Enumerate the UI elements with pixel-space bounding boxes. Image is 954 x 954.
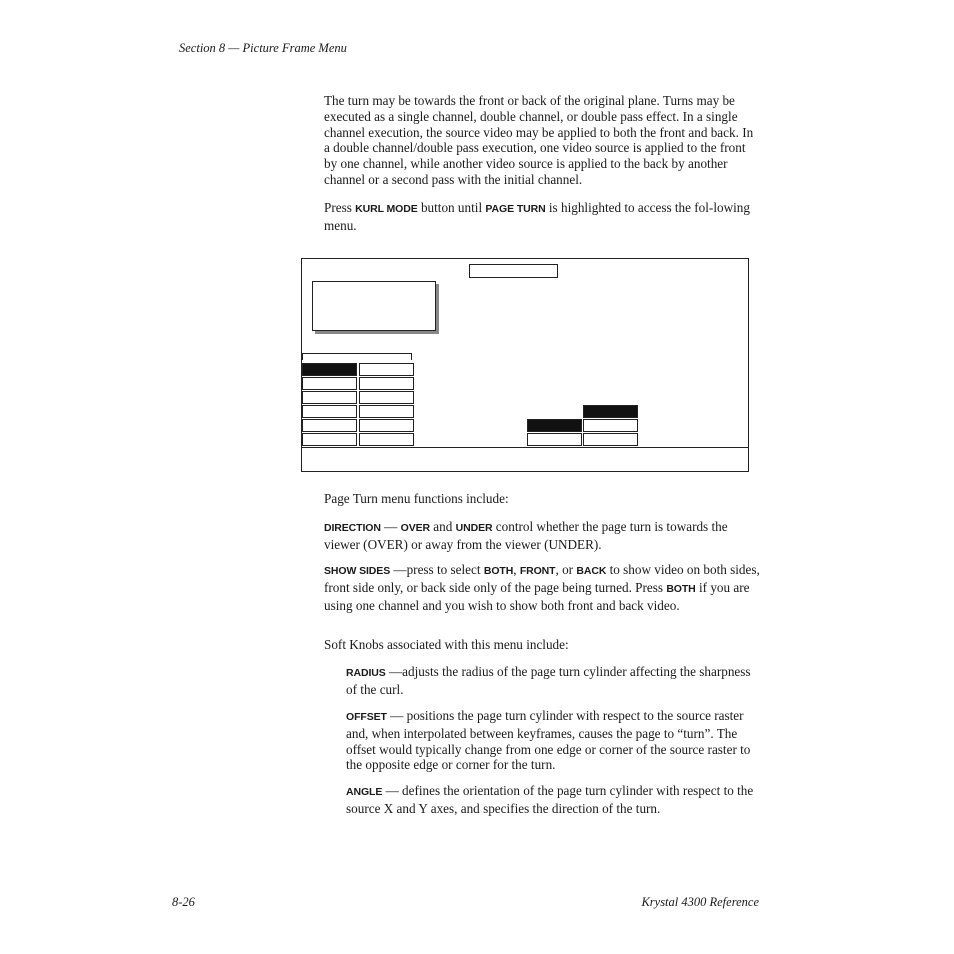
button-group-bracket	[302, 353, 412, 354]
press-paragraph	[324, 200, 760, 234]
soft-knob-bar	[302, 447, 748, 448]
direction-over-button	[527, 419, 582, 432]
radius-keyword: RADIUS	[346, 667, 386, 679]
menu-button-r5	[359, 419, 414, 432]
menu-button-l1	[302, 363, 357, 376]
both-keyword-2: BOTH	[666, 582, 696, 595]
soft-knobs-intro: Soft Knobs associated with this menu include:	[324, 637, 569, 652]
direction-text-1: —	[380, 519, 401, 534]
show-sides-text-3: , or	[555, 562, 577, 577]
menu-button-l6	[302, 433, 357, 446]
show-sides-paragraph	[324, 562, 760, 613]
menu-caption: Page Turn menu functions include:	[324, 491, 509, 506]
angle-paragraph	[346, 783, 760, 817]
menu-title-box	[469, 264, 558, 278]
offset-keyword: OFFSET	[346, 711, 387, 723]
show-sides-back-button	[583, 433, 638, 446]
radius-paragraph	[346, 664, 760, 698]
menu-button-r6	[359, 433, 414, 446]
page-turn-menu-diagram	[301, 258, 749, 472]
radius-text: —adjusts the radius of the page turn cylinder affecting the sharpness of the curl.	[346, 664, 751, 697]
direction-keyword: DIRECTION	[324, 522, 381, 534]
menu-button-l2	[302, 377, 357, 390]
menu-button-r2	[359, 377, 414, 390]
both-keyword: BOTH	[483, 565, 514, 577]
running-header: Section 8 — Picture Frame Menu	[179, 41, 347, 55]
show-sides-text-5: if you are using one channel and you wish to show both front and back video.	[324, 579, 750, 613]
menu-button-l3	[302, 391, 357, 404]
press-text-3: is highlighted to access the fol-lowing menu.	[324, 200, 750, 233]
show-sides-text-1: —press to select	[390, 562, 484, 577]
kurl-mode-keyword: KURL MODE	[355, 203, 418, 215]
angle-text: — defines the orientation of the page turn cylinder with respect to the source X and Y axes, and specifies the direction of the turn.	[346, 783, 754, 816]
front-keyword: FRONT	[519, 565, 556, 577]
page-number: 8-26	[172, 895, 195, 909]
offset-paragraph	[346, 708, 760, 773]
menu-button-l4	[302, 405, 357, 418]
direction-paragraph	[324, 519, 760, 553]
press-text-1: Press	[324, 200, 356, 215]
book-title: Krystal 4300 Reference	[641, 895, 759, 909]
direction-text-3: control whether the page turn is towards the viewer (OVER) or away from the viewer (UNDER).	[324, 519, 728, 552]
over-keyword: OVER	[400, 522, 430, 534]
angle-keyword: ANGLE	[346, 786, 383, 798]
intro-paragraph: The turn may be towards the front or back of the original plane. Turns may be executed as a single channel, double channel, or double pass effect. In a single channel execution, the source video may be applied to both the front and back. In a double channel/double pass execution, one video source is applied to the front by one channel, while another video source is applied to the back by another channel or a second pass with the initial channel.	[324, 93, 754, 187]
show-sides-front-button	[583, 419, 638, 432]
menu-button-r1	[359, 363, 414, 376]
menu-info-box	[312, 281, 436, 331]
offset-text: — positions the page turn cylinder with respect to the source raster and, when interpolated between keyframes, causes the page to “turn”. The offset would typically change from one edge or corner of the source raster to the opposite edge or corner for the turn.	[346, 708, 751, 773]
menu-button-r4	[359, 405, 414, 418]
back-keyword: BACK	[576, 565, 607, 577]
menu-button-l5	[302, 419, 357, 432]
page-turn-keyword: PAGE TURN	[485, 203, 546, 215]
under-keyword: UNDER	[455, 522, 493, 534]
direction-text-2: and	[430, 519, 456, 534]
direction-under-button	[527, 433, 582, 446]
press-text-2: button until	[417, 200, 486, 215]
show-sides-text-4: to show video on both sides, front side only, or back side only of the page being turned. Press	[324, 562, 760, 595]
show-sides-text-2: ,	[513, 562, 520, 577]
menu-button-r3	[359, 391, 414, 404]
show-sides-keyword: SHOW SIDES	[324, 565, 391, 577]
show-sides-both-button	[583, 405, 638, 418]
